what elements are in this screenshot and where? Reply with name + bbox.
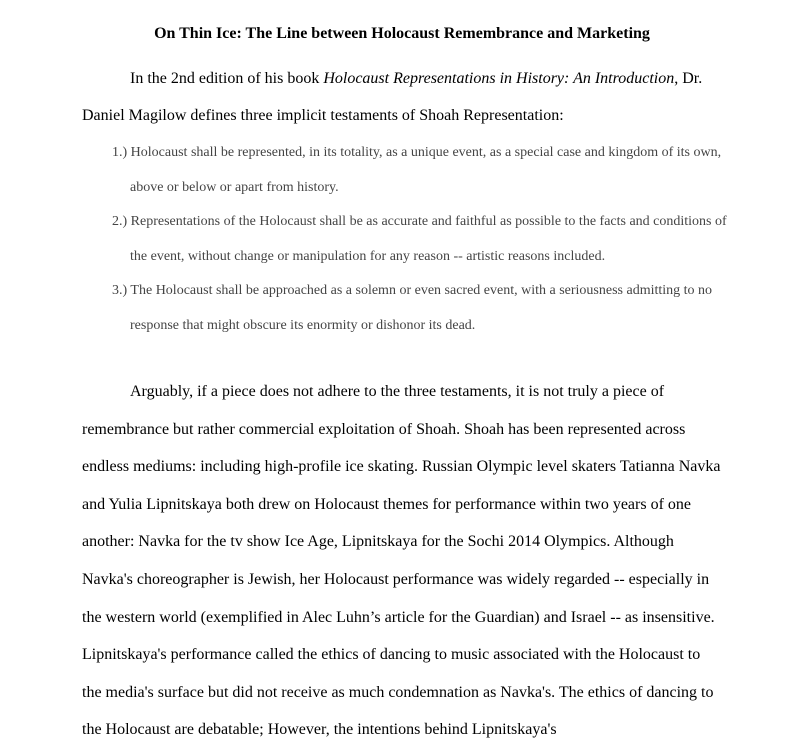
intro-text-after: , Dr. Daniel Magilow defines three implicit testaments of Shoah Representation: [82, 70, 703, 124]
testament-marker: 2.) [112, 214, 128, 229]
testament-marker: 3.) [112, 283, 128, 298]
document-title: On Thin Ice: The Line between Holocaust Remembrance and Marketing [154, 25, 650, 42]
testament-text: Holocaust shall be represented, in its totality, as a unique event, as a special case and kingdom of its own, above or below or apart from history. [130, 145, 722, 195]
testaments-list [112, 136, 732, 343]
intro-paragraph [82, 61, 732, 134]
testament-text: Representations of the Holocaust shall be as accurate and faithful as possible to the facts and conditions of the event, without change or manipulation for any reason -- artistic reasons included. [130, 214, 727, 264]
testament-marker: 1.) [112, 145, 128, 160]
testament-item [112, 136, 732, 205]
book-title: Holocaust Representations in History: An Introduction [323, 70, 675, 87]
testament-text: The Holocaust shall be approached as a solemn or even sacred event, with a seriousness admitting to no response that might obscure its enormity or dishonor its dead. [130, 283, 713, 333]
body-paragraph: Arguably, if a piece does not adhere to the three testaments, it is not truly a piece of remembrance but rather commercial exploitation of Shoah. Shoah has been represented across endless mediums: including high-profile ice skating. Russian Olympic level skaters Tatianna Navka and Yulia Lipnitskaya both drew on Holocaust themes for performance within two years of one another: Navka for the tv show Ice Age, Lipnitskaya for the Sochi 2014 Olympics. Although Navka's choreographer is Jewish, her Holocaust performance was widely regarded -- especially in the western world (exemplified in Alec Luhn’s article for the Guardian) and Israel -- as insensitive. Lipnitskaya's performance called the ethics of dancing to music associated with the Holocaust to the media's surface but did not receive as much condemnation as Navka's. The ethics of dancing to the Holocaust are debatable; However, the intentions behind Lipnitskaya's [82, 383, 721, 739]
intro-text-before: In the 2nd edition of his book [130, 70, 324, 87]
testament-item [112, 274, 732, 343]
testament-item [112, 205, 732, 274]
